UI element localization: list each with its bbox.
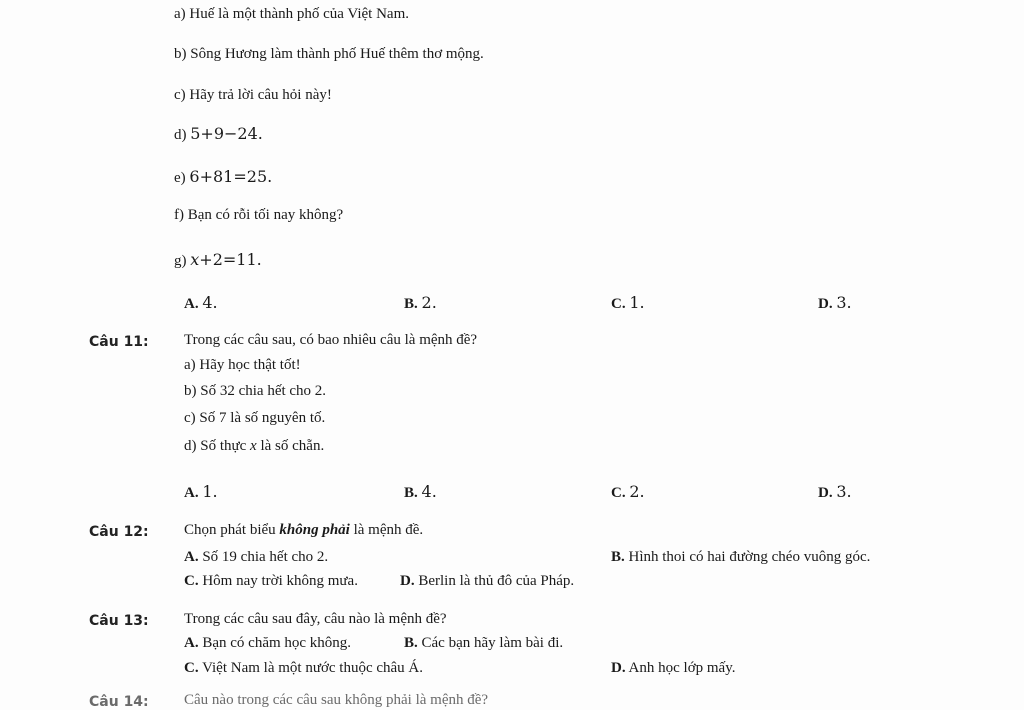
intro-option-c: C. 1.: [611, 293, 645, 312]
question-11-option-b: B. 4.: [404, 482, 437, 501]
intro-item-b: [174, 46, 484, 63]
question-14-label: Câu 14:: [89, 694, 149, 710]
item-label: d): [174, 127, 187, 143]
question-11-option-a: A. 1.: [184, 482, 218, 501]
intro-item-g: [174, 250, 262, 270]
question-12-option-d: D. Berlin là thủ đô của Pháp.: [400, 573, 575, 589]
question-14-prompt: Câu nào trong các câu sau không phải là mệnh đề?: [184, 692, 489, 708]
question-12-label: Câu 12:: [89, 524, 149, 540]
item-text: Huế là một thành phố của Việt Nam.: [189, 6, 410, 22]
intro-option-a: A. 4.: [184, 293, 218, 312]
question-11-item-b: b) Số 32 chia hết cho 2.: [184, 383, 327, 399]
intro-item-d: [174, 124, 263, 144]
intro-item-c: [174, 87, 332, 104]
item-math: 5+9−24.: [190, 124, 263, 143]
question-13-prompt: Trong các câu sau đây, câu nào là mệnh đề?: [184, 611, 447, 627]
item-text: Hãy trả lời câu hỏi này!: [189, 87, 332, 103]
question-11-item-c: c) Số 7 là số nguyên tố.: [184, 410, 326, 426]
question-11-option-c: C. 2.: [611, 482, 645, 501]
question-11-option-d: D. 3.: [818, 482, 852, 501]
intro-option-d: D. 3.: [818, 293, 852, 312]
item-label: g): [174, 253, 187, 269]
question-13-option-d: D. Anh học lớp mấy.: [611, 660, 736, 676]
question-13-option-c: C. Việt Nam là một nước thuộc châu Á.: [184, 660, 424, 676]
item-text: Bạn có rỗi tối nay không?: [187, 207, 344, 223]
item-label: b): [174, 46, 187, 62]
intro-item-f: [174, 207, 343, 224]
item-math: +2=11.: [199, 250, 262, 269]
item-label: a): [174, 6, 186, 22]
question-12-option-c: C. Hôm nay trời không mưa.: [184, 573, 358, 589]
question-11-item-d: d) Số thực x là số chẵn.: [184, 438, 325, 454]
question-11-item-a: a) Hãy học thật tốt!: [184, 357, 301, 373]
question-13-option-b: B. Các bạn hãy làm bài đi.: [404, 635, 564, 651]
item-label: e): [174, 170, 186, 186]
question-13-option-a: A. Bạn có chăm học không.: [184, 635, 352, 651]
question-12-option-b: B. Hình thoi có hai đường chéo vuông góc.: [611, 549, 871, 565]
question-11-prompt: Trong các câu sau, có bao nhiêu câu là mệnh đề?: [184, 332, 478, 348]
item-math: 6+81=25.: [189, 167, 273, 186]
question-13-label: Câu 13:: [89, 613, 149, 629]
item-var: x: [190, 250, 200, 269]
intro-item-e: [174, 167, 272, 187]
item-text: Sông Hương làm thành phố Huế thêm thơ mộng.: [190, 46, 484, 62]
item-label: f): [174, 207, 184, 223]
question-12-prompt: Chọn phát biểu không phải là mệnh đề.: [184, 522, 424, 538]
question-12-option-a: A. Số 19 chia hết cho 2.: [184, 549, 329, 565]
question-11-label: Câu 11:: [89, 334, 149, 350]
item-label: c): [174, 87, 186, 103]
intro-option-b: B. 2.: [404, 293, 437, 312]
intro-item-a: [174, 6, 409, 23]
